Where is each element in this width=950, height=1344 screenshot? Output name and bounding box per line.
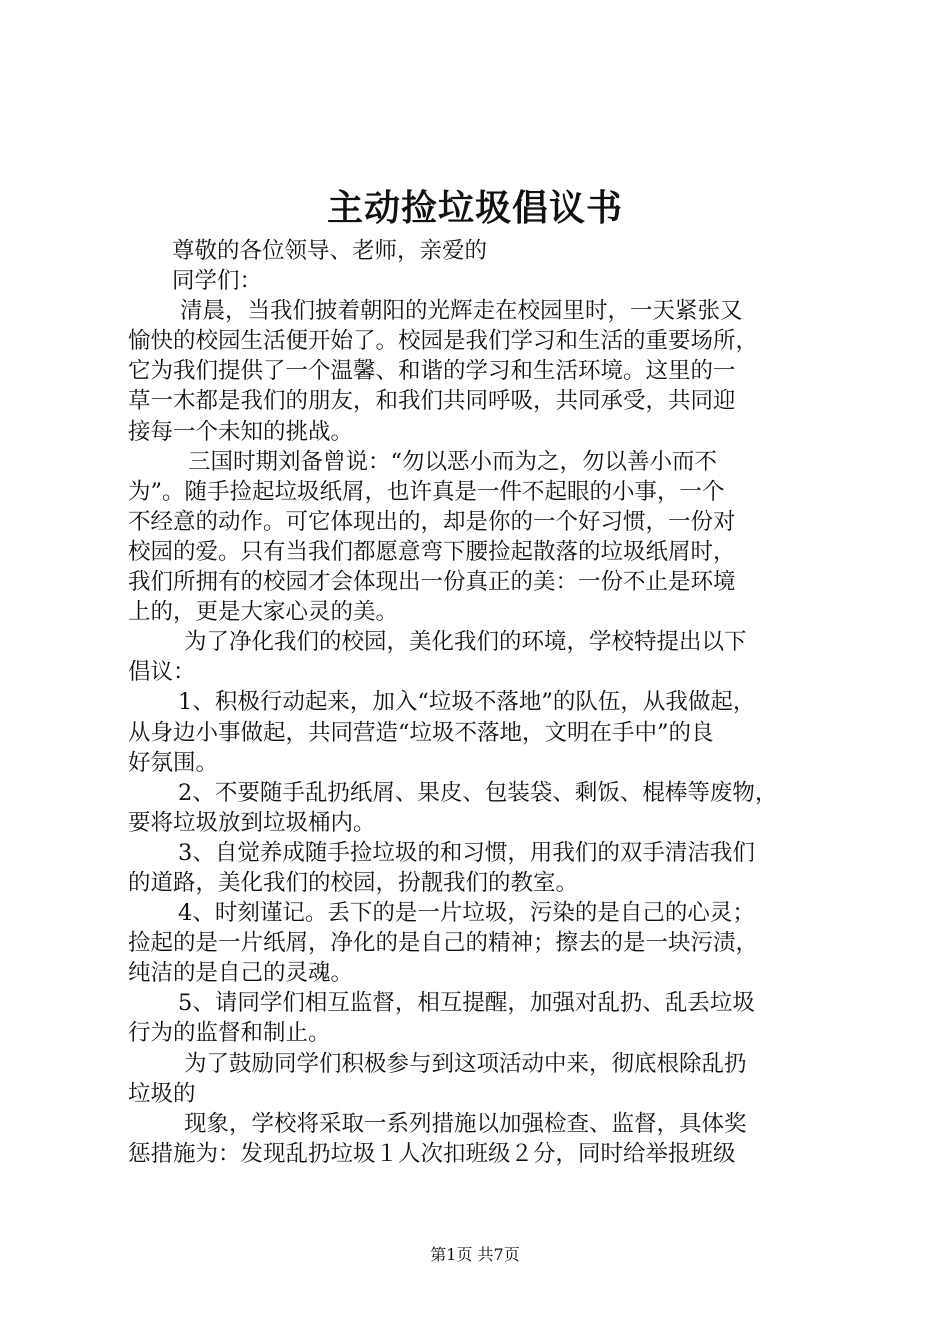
text-line: 现象，学校将采取一系列措施以加强检查、监督，具体奖 <box>184 1110 747 1137</box>
text-line: 清晨，当我们披着朝阳的光辉走在校园里时，一天紧张又 <box>180 298 743 325</box>
text-line: 纯洁的是自己的灵魂。 <box>128 960 354 987</box>
text-line: 为了鼓励同学们积极参与到这项活动中来，彻底根除乱扔 <box>184 1050 747 1077</box>
text-line: 草一木都是我们的朋友，和我们共同呼吸，共同承受，共同迎 <box>128 388 736 415</box>
text-line: 它为我们提供了一个温馨、和谐的学习和生活环境。这里的一 <box>128 358 736 385</box>
text-line: 倡议： <box>128 659 196 686</box>
text-line: 惩措施为：发现乱扔垃圾１人次扣班级２分，同时给举报班级 <box>128 1140 736 1167</box>
text-line: 4、时刻谨记。丢下的是一片垃圾，污染的是自己的心灵； <box>178 900 755 927</box>
text-line: 行为的监督和制止。 <box>128 1020 331 1047</box>
text-line: 三国时期刘备曾说：“勿以恶小而为之，勿以善小而不 <box>188 448 718 475</box>
text-line: 垃圾的 <box>128 1080 196 1107</box>
text-line: 1、积极行动起来，加入“垃圾不落地”的队伍，从我做起， <box>178 689 756 716</box>
text-line: 我们所拥有的校园才会体现出一份真正的美：一份不止是环境 <box>128 569 736 596</box>
text-line: 捡起的是一片纸屑，净化的是自己的精神；擦去的是一块污渍， <box>128 930 759 957</box>
text-line: 同学们： <box>172 268 263 295</box>
text-line: 为了净化我们的校园，美化我们的环境，学校特提出以下 <box>184 629 747 656</box>
text-line: 尊敬的各位领导、老师，亲爱的 <box>172 238 488 264</box>
text-line: 好氛围。 <box>128 749 219 776</box>
text-line: 3、自觉养成随手捡垃圾的和习惯，用我们的双手清洁我们 <box>178 839 755 866</box>
text-line: 校园的爱。只有当我们都愿意弯下腰捡起散落的垃圾纸屑时， <box>128 538 736 565</box>
text-line: 为”。随手捡起垃圾纸屑，也许真是一件不起眼的小事，一个 <box>128 478 725 505</box>
document-body <box>128 236 833 1169</box>
text-line: 上的，更是大家心灵的美。 <box>128 599 399 626</box>
document-title: 主动捡垃圾倡议书 <box>326 187 623 229</box>
text-line: 2、不要随手乱扔纸屑、果皮、包装袋、剩饭、棍棒等废物， <box>178 779 778 806</box>
text-line: 的道路，美化我们的校园，扮靓我们的教室。 <box>128 869 579 896</box>
text-line: 5、请同学们相互监督，相互提醒，加强对乱扔、乱丢垃圾 <box>178 990 755 1017</box>
text-line: 愉快的校园生活便开始了。校园是我们学习和生活的重要场所， <box>128 328 759 355</box>
text-line: 不经意的动作。可它体现出的，却是你的一个好习惯，一份对 <box>128 508 736 535</box>
page-footer: 第1页 共7页 <box>430 1245 520 1264</box>
text-line: 要将垃圾放到垃圾桶内。 <box>128 809 376 836</box>
text-line: 从身边小事做起，共同营造“垃圾不落地，文明在手中”的良 <box>128 719 714 746</box>
text-line: 接每一个未知的挑战。 <box>128 418 354 445</box>
